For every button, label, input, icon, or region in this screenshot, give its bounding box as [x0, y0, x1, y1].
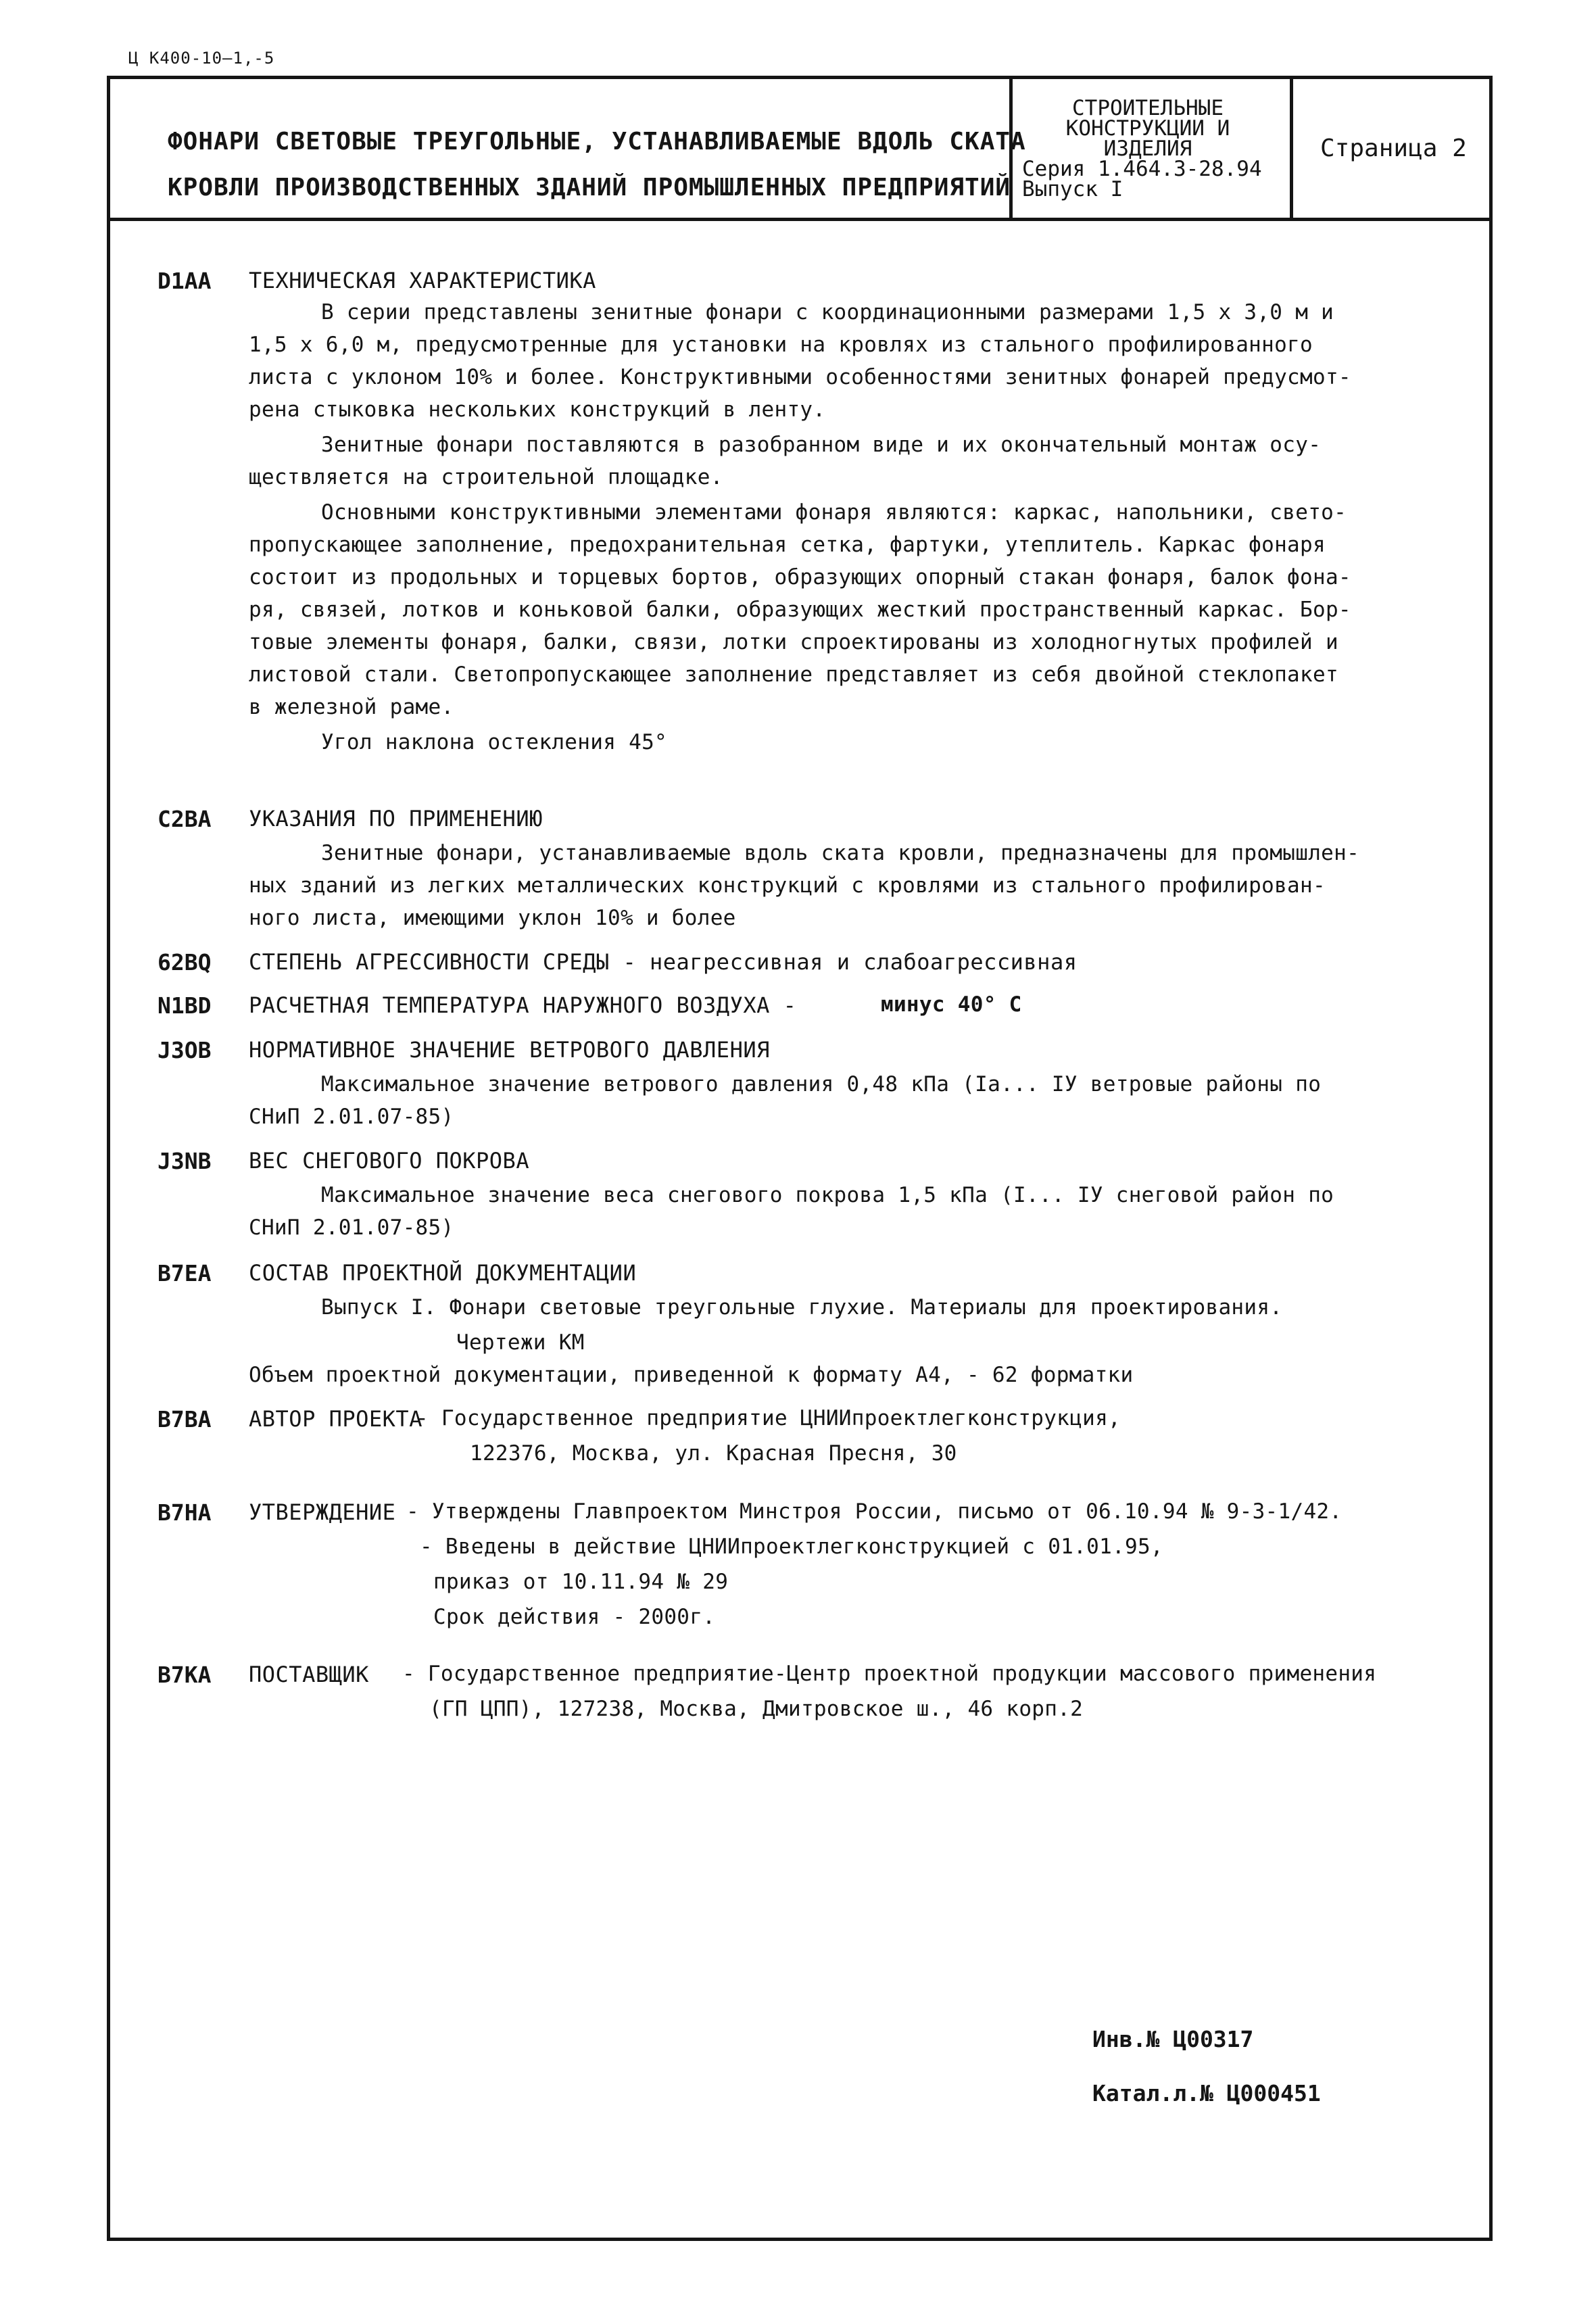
section-heading: АВТОР ПРОЕКТА [249, 1406, 422, 1432]
section-code: B7EA [158, 1260, 212, 1286]
section-code: B7BA [158, 1406, 212, 1432]
temperature-value: минус 40° С [881, 992, 1022, 1017]
text-line: состоит из продольных и торцевых бортов, образующих опорный стакан фонаря, балок фона- [249, 565, 1351, 589]
text-line: приказ от 10.11.94 № 29 [433, 1570, 729, 1594]
text-line: Основными конструктивными элементами фонаря являются: каркас, напольники, свето- [321, 500, 1347, 525]
section-heading: ВЕС СНЕГОВОГО ПОКРОВА [249, 1148, 530, 1174]
text-line: в железной раме. [249, 695, 454, 719]
section-code: B7KA [158, 1662, 212, 1688]
text-line: Выпуск I. Фонари световые треугольные глухие. Материалы для проектирования. [321, 1295, 1283, 1320]
section-code: J3OB [158, 1037, 212, 1063]
section-code: C2BA [158, 806, 212, 832]
text-line: - Утверждены Главпроектом Минстроя России, письмо от 06.10.94 № 9-3-1/42. [406, 1499, 1343, 1524]
text-line: 122376, Москва, ул. Красная Пресня, 30 [470, 1441, 957, 1466]
section-heading: СОСТАВ ПРОЕКТНОЙ ДОКУМЕНТАЦИИ [249, 1260, 637, 1286]
page-cell [1293, 79, 1489, 218]
catalog-sheet-number: Катал.л.№ Ц000451 [1092, 2080, 1321, 2106]
top-archive-note: Ц К400-10—1,-5 [128, 49, 275, 68]
inventory-number: Инв.№ Ц00317 [1092, 2026, 1254, 2052]
section-heading: УКАЗАНИЯ ПО ПРИМЕНЕНИЮ [249, 806, 543, 831]
text-line: ществляется на строительной площадке. [249, 465, 723, 489]
section-code: B7HA [158, 1499, 212, 1526]
section-heading: СТЕПЕНЬ АГРЕССИВНОСТИ СРЕДЫ - неагрессивная и слабоагрессивная [249, 949, 1078, 975]
page-number-label: Страница 2 [1320, 135, 1467, 162]
series-number: Серия 1.464.3-28.94 [1022, 157, 1262, 181]
text-line: пропускающее заполнение, предохранительная сетка, фартуки, утеплитель. Каркас фонаря [249, 533, 1326, 557]
text-line: Зенитные фонари, устанавливаемые вдоль ската кровли, предназначены для промышлен- [321, 841, 1360, 865]
series-category-line3: ИЗДЕЛИЯ [1103, 137, 1192, 161]
section-code: 62BQ [158, 949, 212, 975]
text-line: Чертежи КМ [456, 1330, 585, 1355]
text-line: СНиП 2.01.07-85) [249, 1105, 454, 1129]
text-line: рена стыковка нескольких конструкций в ленту. [249, 397, 826, 422]
text-line: Срок действия - 2000г. [433, 1605, 716, 1629]
title-cell [110, 79, 1026, 218]
text-line: ного листа, имеющими уклон 10% и более [249, 906, 736, 930]
section-code: N1BD [158, 992, 212, 1019]
series-category-line2: КОНСТРУКЦИИ И [1065, 116, 1230, 141]
document-frame [107, 76, 1493, 2241]
glazing-angle: Угол наклона остекления 45° [321, 730, 668, 754]
text-line: - Государственное предприятие ЦНИИпроектлегконструкция, [416, 1406, 1121, 1430]
section-heading: ПОСТАВЩИК [249, 1662, 369, 1687]
section-heading: НОРМАТИВНОЕ ЗНАЧЕНИЕ ВЕТРОВОГО ДАВЛЕНИЯ [249, 1037, 770, 1063]
text-line: - Введены в действие ЦНИИпроектлегконструкцией с 01.01.95, [420, 1535, 1163, 1559]
text-line: В серии представлены зенитные фонари с координационными размерами 1,5 х 3,0 м и [321, 300, 1334, 324]
section-heading: ТЕХНИЧЕСКАЯ ХАРАКТЕРИСТИКА [249, 268, 596, 293]
series-cell [1013, 79, 1293, 218]
text-line: Максимальное значение ветрового давления 0,48 кПа (Iа... IУ ветровые районы по [321, 1072, 1322, 1096]
section-code: D1AA [158, 268, 212, 294]
issue-number: Выпуск I [1022, 177, 1123, 201]
text-line: листа с уклоном 10% и более. Конструктивными особенностями зенитных фонарей предусмот- [249, 365, 1351, 389]
text-line: Максимальное значение веса снегового покрова 1,5 кПа (I... IУ снеговой район по [321, 1183, 1334, 1207]
text-line: листовой стали. Светопропускающее заполнение представляет из себя двойной стеклопакет [249, 662, 1338, 687]
text-line: 1,5 х 6,0 м, предусмотренные для установки на кровлях из стального профилированного [249, 333, 1313, 357]
text-line: Зенитные фонари поставляются в разобранном виде и их окончательный монтаж осу- [321, 433, 1322, 457]
text-line: - Государственное предприятие-Центр проектной продукции массового применения [402, 1662, 1377, 1686]
text-line: ря, связей, лотков и коньковой балки, образующих жесткий пространственный каркас. Бор- [249, 598, 1351, 622]
text-line: ных зданий из легких металлических конструкций с кровлями из стального профилирован- [249, 873, 1326, 898]
text-line: товые элементы фонаря, балки, связи, лотки спроектированы из холодногнутых профилей и [249, 630, 1338, 654]
document-title-line1: ФОНАРИ СВЕТОВЫЕ ТРЕУГОЛЬНЫЕ, УСТАНАВЛИВАЕМЫЕ ВДОЛЬ СКАТА [168, 128, 1026, 155]
section-code: J3NB [158, 1148, 212, 1174]
document-title-line2: КРОВЛИ ПРОИЗВОДСТВЕННЫХ ЗДАНИЙ ПРОМЫШЛЕННЫХ ПРЕДПРИЯТИЙ [168, 174, 1011, 201]
text-line: Объем проектной документации, приведенной к формату А4, - 62 форматки [249, 1363, 1134, 1387]
section-heading: РАСЧЕТНАЯ ТЕМПЕРАТУРА НАРУЖНОГО ВОЗДУХА - [249, 992, 797, 1018]
series-category-line1: СТРОИТЕЛЬНЫЕ [1072, 96, 1224, 120]
text-line: (ГП ЦПП), 127238, Москва, Дмитровское ш., 46 корп.2 [429, 1697, 1084, 1721]
header-stamp [110, 79, 1489, 221]
section-heading: УТВЕРЖДЕНИЕ [249, 1499, 396, 1525]
text-line: СНиП 2.01.07-85) [249, 1215, 454, 1240]
